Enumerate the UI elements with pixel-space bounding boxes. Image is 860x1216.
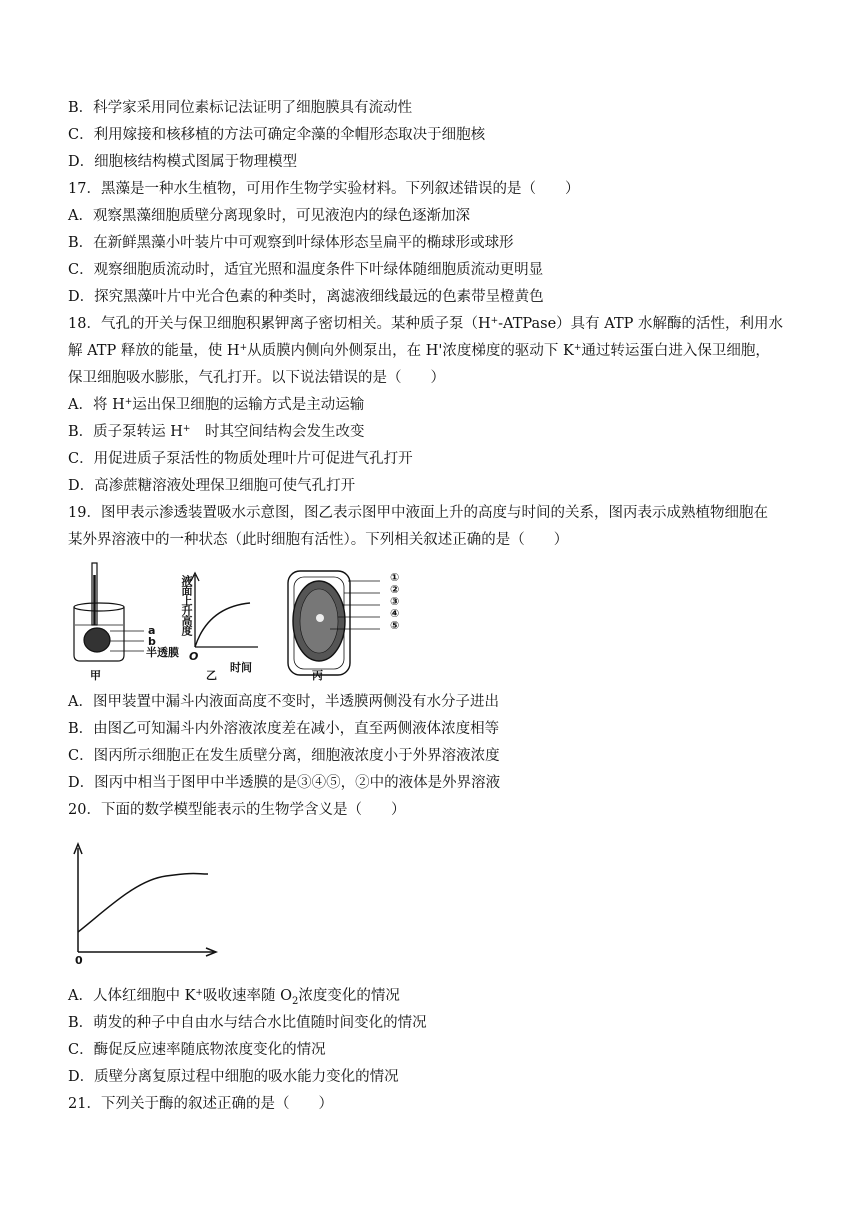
marker-2: ② <box>390 583 400 596</box>
marker-5: ⑤ <box>390 619 400 632</box>
label-a: a <box>148 624 156 637</box>
question-18-line2: 解 ATP 释放的能量，使 H+从质膜内侧向外侧泵出，在 H'浓度梯度的驱动下 K+通过转运蛋白进入保卫细胞， <box>68 343 770 359</box>
figure-19-drawing <box>60 555 380 685</box>
q20-option-c: C．酶促反应速率随底物浓度变化的情况 <box>68 1042 326 1058</box>
figure-20 <box>66 840 226 970</box>
label-yi-xlabel: 时间 <box>230 661 252 674</box>
figure-19 <box>60 555 380 685</box>
label-yi: 乙 <box>206 669 217 682</box>
q18-option-d: D．高渗蔗糖溶液处理保卫细胞可使气孔打开 <box>68 478 356 494</box>
q19-option-c: C．图丙所示细胞正在发生质壁分离，细胞液浓度小于外界溶液浓度 <box>68 748 500 764</box>
q19-option-a: A．图甲装置中漏斗内液面高度不变时，半透膜两侧没有水分子进出 <box>68 694 499 710</box>
question-18-line1: 18．气孔的开关与保卫细胞积累钾离子密切相关。某种质子泵（H+-ATPase）具有 ATP 水解酶的活性，利用水 <box>68 316 783 332</box>
q18-option-a: A．将 H+运出保卫细胞的运输方式是主动运输 <box>68 397 365 413</box>
q19-option-d: D．图丙中相当于图甲中半透膜的是③④⑤，②中的液体是外界溶液 <box>68 775 501 791</box>
q20-option-b: B．萌发的种子中自由水与结合水比值随时间变化的情况 <box>68 1015 427 1031</box>
q18-option-b: B．质子泵转运 H+ 时其空间结构会发生改变 <box>68 424 365 440</box>
question-17: 17．黑藻是一种水生植物，可用作生物学实验材料。下列叙述错误的是（ ） <box>68 181 580 197</box>
q17-option-c: C．观察细胞质流动时，适宜光照和温度条件下叶绿体随细胞质流动更明显 <box>68 262 544 278</box>
label-membrane: 半透膜 <box>146 646 179 659</box>
q19-option-b: B．由图乙可知漏斗内外溶液浓度差在减小，直至两侧液体浓度相等 <box>68 721 500 737</box>
q18-option-c: C．用促进质子泵活性的物质处理叶片可促进气孔打开 <box>68 451 413 467</box>
label-b: b <box>148 635 156 648</box>
marker-3: ③ <box>390 595 400 608</box>
option-c-prev: C．利用嫁接和核移植的方法可确定伞藻的伞帽形态取决于细胞核 <box>68 127 486 143</box>
question-19-line2: 某外界溶液中的一种状态（此时细胞有活性）。下列相关叙述正确的是（ ） <box>68 532 569 548</box>
question-18-line3: 保卫细胞吸水膨胀，气孔打开。以下说法错误的是（ ） <box>68 370 445 386</box>
q20-option-a: A．人体红细胞中 K+吸收速率随 $O_2$浓度变化的情况 <box>68 988 400 1007</box>
q17-option-b: B．在新鲜黑藻小叶装片中可观察到叶绿体形态呈扁平的椭球形或球形 <box>68 235 514 251</box>
marker-4: ④ <box>390 607 400 620</box>
label-jia: 甲 <box>90 669 101 682</box>
question-21: 21．下列关于酶的叙述正确的是（ ） <box>68 1096 333 1112</box>
label-bing: 丙 <box>312 669 323 682</box>
osmosis-apparatus <box>74 563 144 661</box>
q17-option-a: A．观察黑藻细胞质壁分离现象时，可见液泡内的绿色逐渐加深 <box>68 208 470 224</box>
question-20: 20．下面的数学模型能表示的生物学含义是（ ） <box>68 802 406 818</box>
option-d-prev: D．细胞核结构模式图属于物理模型 <box>68 154 298 170</box>
curve-graph-yi <box>191 573 258 647</box>
question-19-line1: 19．图甲表示渗透装置吸水示意图，图乙表示图甲中液面上升的高度与时间的关系，图丙表示成熟植物细胞在 <box>68 505 768 521</box>
label-yi-origin: O <box>189 650 199 663</box>
figure-20-graph <box>66 840 226 970</box>
q20-option-d: D．质壁分离复原过程中细胞的吸水能力变化的情况 <box>68 1069 399 1085</box>
fig20-origin: 0 <box>75 954 83 967</box>
option-b-prev: B．科学家采用同位素标记法证明了细胞膜具有流动性 <box>68 100 413 116</box>
q17-option-d: D．探究黑藻叶片中光合色素的种类时，离滤液细线最远的色素带呈橙黄色 <box>68 289 544 305</box>
plant-cell <box>288 571 380 675</box>
label-yi-ylabel: 液面上升高度 <box>180 575 193 635</box>
marker-1: ① <box>390 571 400 584</box>
